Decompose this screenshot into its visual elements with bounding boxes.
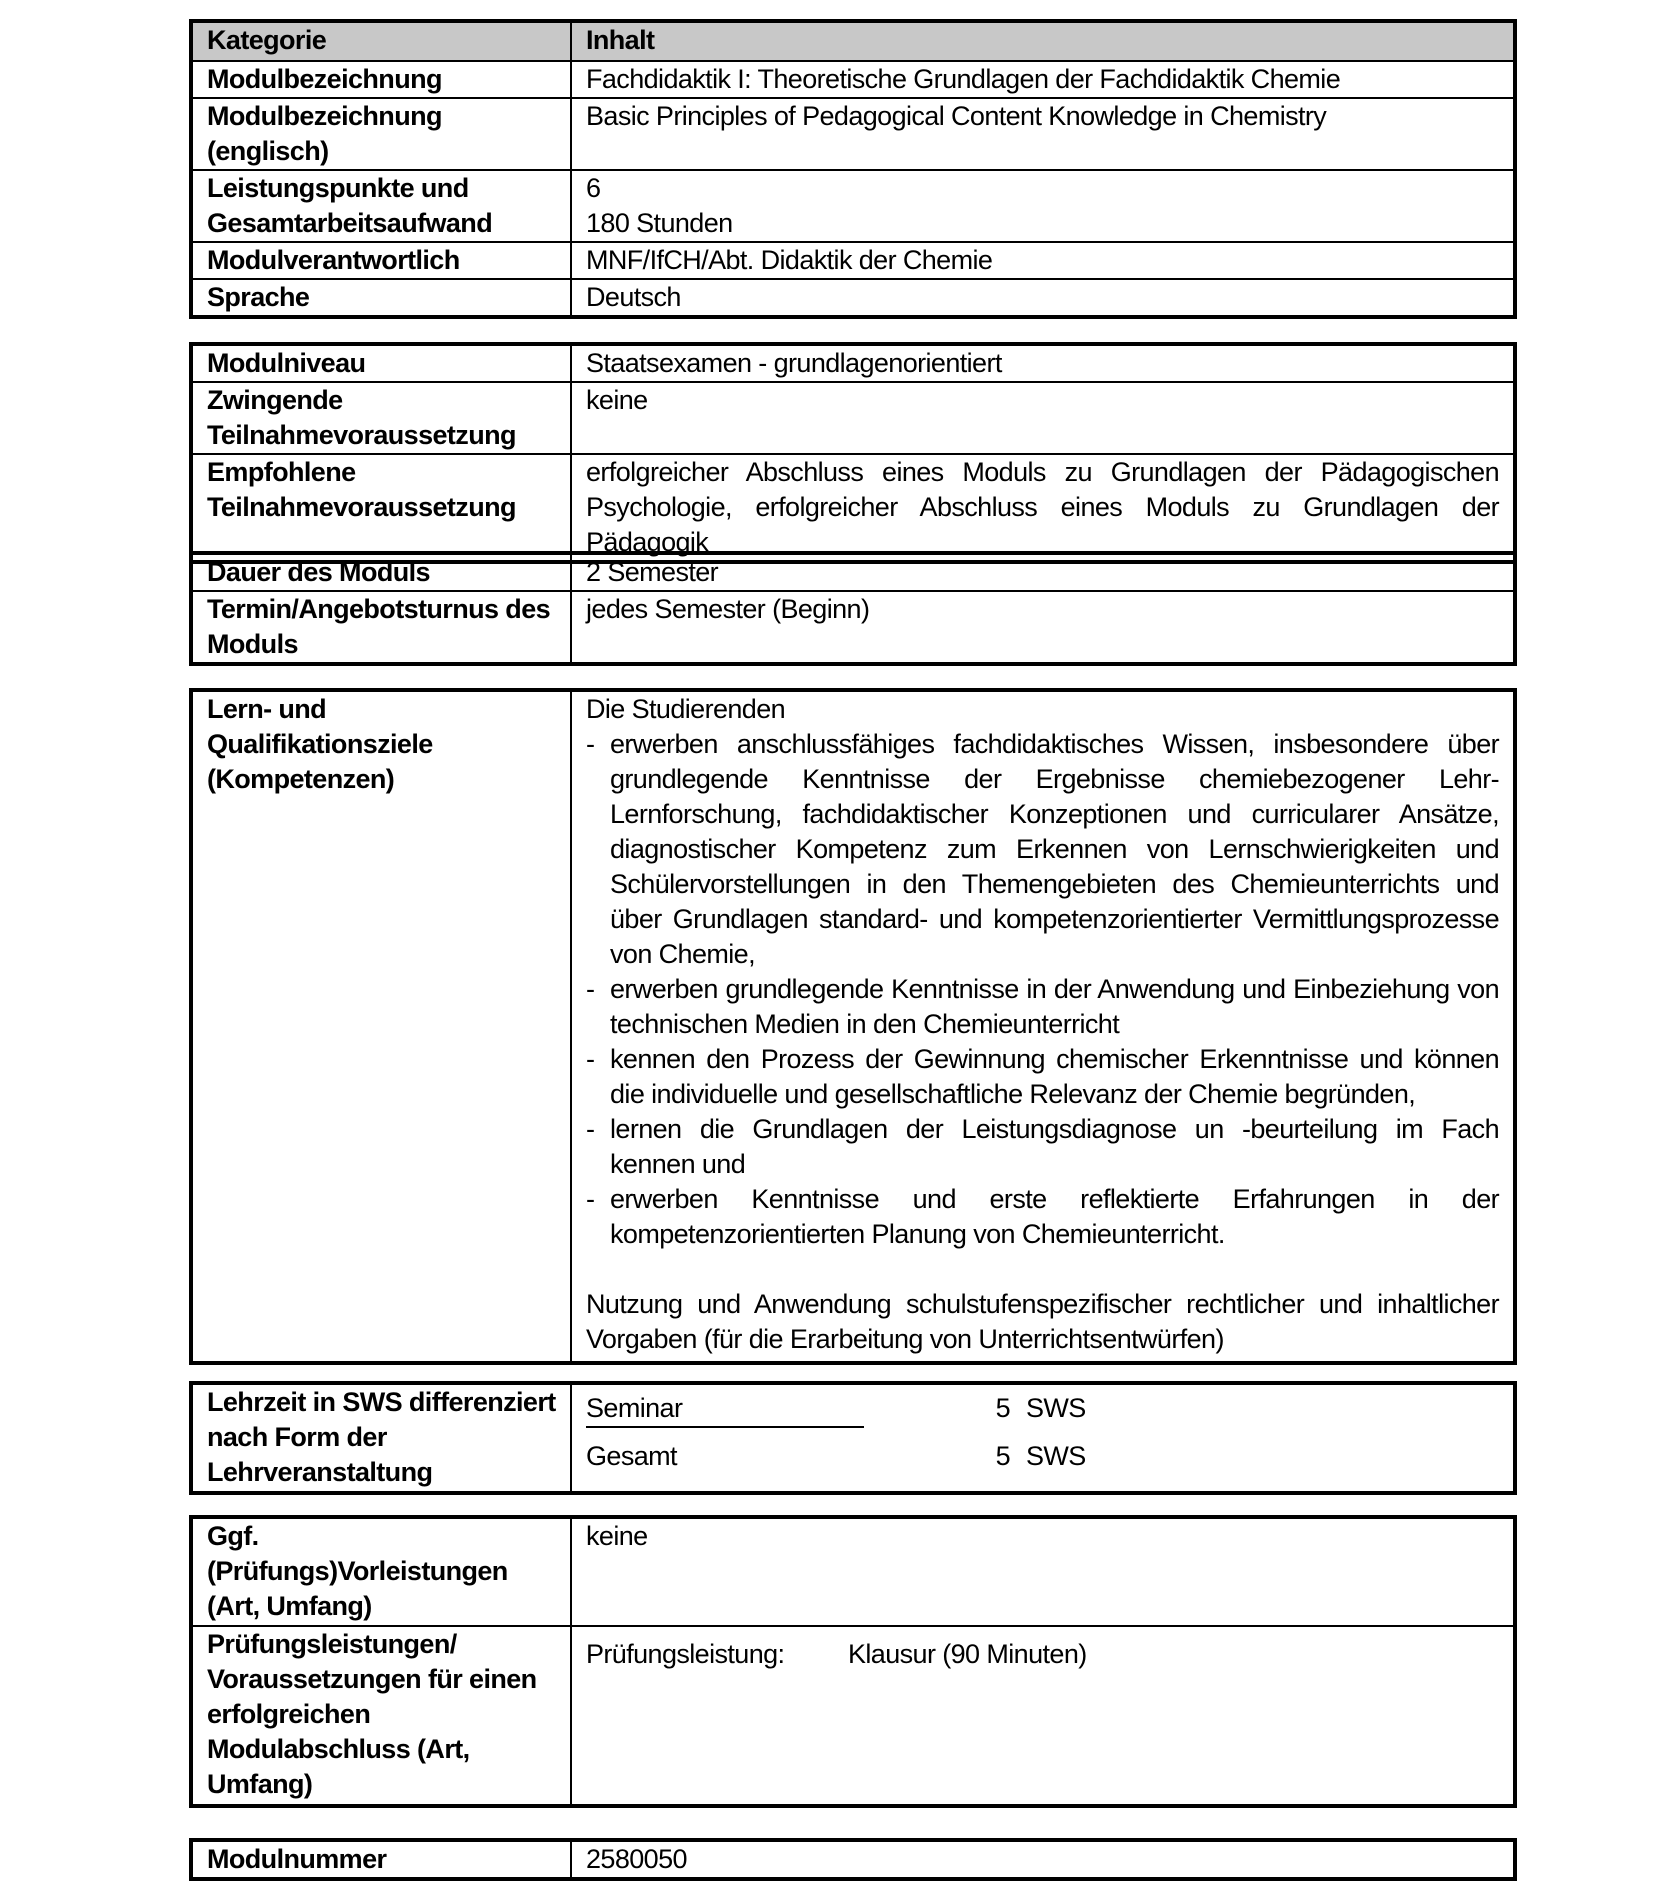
list-item: - erwerben grundlegende Kenntnisse in der Anwendung und Einbeziehung von technischen Medien in den Chemieunterricht [586,972,1499,1042]
value-empfohlene: erfolgreicher Abschluss eines Moduls zu Grundlagen der Pädagogischen Psychologie, erfolgreicher Abschluss eines Moduls zu Grundlagen der Pädagogik [571,454,1515,562]
module-duration-table [189,551,1517,666]
value-leistungspunkte [571,170,1515,242]
label-zwingende [191,382,571,454]
closing-text: Nutzung und Anwendung schulstufenspezifischer rechtlicher und inhaltlicher Vorgaben (für die Erarbeitung von Unterrichtsentwürfen) [586,1289,1499,1354]
sws-number: 5 [995,1393,1010,1423]
sws-unit: SWS [1026,1393,1086,1423]
label-sprache: Sprache [191,279,571,317]
row-lernziele [191,690,1515,1363]
label-termin [191,591,571,664]
label-line: Termin/Angebotsturnus des [207,594,551,624]
label-pruefung [191,1626,571,1806]
value-modulnummer: 2580050 [571,1840,1515,1879]
row-dauer [191,553,1515,591]
list-item: - erwerben anschlussfähiges fachdidaktisches Wissen, insbesondere über grundlegende Kenntnisse der Ergebnisse chemiebezogener Lehr-Lernforschung, fachdidaktischer Konzeptionen und curricularer Ansätze, diagnostischer Kompetenz zum Erkennen von Lernschwierigkeiten und Schülervorstellungen in den Themengebieten des Chemieunterrichts und über Grundlagen standard- und kompetenzorientierter Vermittlungsprozesse von Chemie, [586,727,1499,972]
sws-unit: SWS [1026,1441,1086,1471]
intro-text: Die Studierenden [586,694,786,724]
header-row [191,21,1515,61]
module-level-table [189,342,1517,564]
value-vorleistungen: keine [571,1517,1515,1626]
row-vorleistungen [191,1517,1515,1626]
value-line: 6 [586,173,601,203]
label-lernziele [191,690,571,1363]
row-zwingende [191,382,1515,454]
row-modulnummer [191,1840,1515,1879]
row-pruefung [191,1626,1515,1806]
label-modulbezeichnung: Modulbezeichnung [191,61,571,98]
header-inhalt: Inhalt [571,21,1515,61]
label-line: (Prüfungs)Vorleistungen [207,1556,508,1586]
value-modulverantwortlich: MNF/IfCH/Abt. Didaktik der Chemie [571,242,1515,279]
value-lehrzeit [571,1383,1515,1493]
label-line: Prüfungsleistungen/ [207,1629,457,1659]
label-line: Lern- und Qualifikationsziele [207,694,433,759]
sws-number: 5 [995,1441,1010,1471]
value-modulbezeichnung-englisch: Basic Principles of Pedagogical Content Knowledge in Chemistry [571,98,1515,170]
pruefungsleistung-value: Klausur (90 Minuten) [848,1639,1087,1669]
row-modulniveau [191,344,1515,382]
label-line: nach Form der [207,1422,387,1452]
row-modulbezeichnung [191,61,1515,98]
label-line: erfolgreichen [207,1699,371,1729]
label-line: Umfang) [207,1769,313,1799]
label-empfohlene [191,454,571,562]
sws-name: Seminar [586,1391,864,1428]
row-lehrzeit [191,1383,1515,1493]
row-empfohlene [191,454,1515,562]
exam-table [189,1515,1517,1808]
label-line: Modulabschluss (Art, [207,1734,470,1764]
value-line: 180 Stunden [586,208,733,238]
sws-row-gesamt [586,1439,1499,1487]
value-zwingende: keine [571,382,1515,454]
value-pruefung [571,1626,1515,1806]
row-modulbezeichnung-englisch [191,98,1515,170]
label-lehrzeit [191,1383,571,1493]
value-termin: jedes Semester (Beginn) [571,591,1515,664]
competencies-table [189,688,1517,1365]
label-line: (Kompetenzen) [207,764,395,794]
spacer [586,1252,1499,1287]
list-item: - lernen die Grundlagen der Leistungsdiagnose un -beurteilung im Fach kennen und [586,1112,1499,1182]
row-sprache [191,279,1515,317]
label-modulnummer: Modulnummer [191,1840,571,1879]
sws-name: Gesamt [586,1441,677,1471]
list-item: - kennen den Prozess der Gewinnung chemischer Erkenntnisse und können die individuelle und gesellschaftliche Relevanz der Chemie begründen, [586,1042,1499,1112]
label-line: (englisch) [207,136,329,166]
label-leistungspunkte [191,170,571,242]
label-line: Leistungspunkte und [207,173,469,203]
label-dauer: Dauer des Moduls [191,553,571,591]
value-sprache: Deutsch [571,279,1515,317]
header-kategorie: Kategorie [191,21,571,61]
label-line: Teilnahmevoraussetzung [207,492,516,522]
label-line: Modulbezeichnung [207,101,442,131]
label-modulverantwortlich: Modulverantwortlich [191,242,571,279]
module-basics-table [189,19,1517,319]
pruefungsleistung-line [586,1637,1499,1672]
label-line: Teilnahmevoraussetzung [207,420,516,450]
label-line: Voraussetzungen für einen [207,1664,537,1694]
value-modulbezeichnung: Fachdidaktik I: Theoretische Grundlagen der Fachdidaktik Chemie [571,61,1515,98]
value-modulniveau: Staatsexamen - grundlagenorientiert [571,344,1515,382]
label-line: Moduls [207,629,298,659]
value-lernziele [571,690,1515,1363]
label-line: Lehrzeit in SWS differenziert [207,1387,556,1417]
sws-table [189,1381,1517,1495]
label-line: Ggf. [207,1521,259,1551]
label-line: (Art, Umfang) [207,1591,372,1621]
competency-list [586,727,1499,1252]
label-modulniveau: Modulniveau [191,344,571,382]
label-line: Empfohlene [207,457,356,487]
sws-row-seminar [586,1391,1499,1439]
value-dauer: 2 Semester [571,553,1515,591]
module-number-table [189,1838,1517,1881]
row-leistungspunkte [191,170,1515,242]
label-line: Gesamtarbeitsaufwand [207,208,493,238]
row-modulverantwortlich [191,242,1515,279]
label-line: Zwingende [207,385,343,415]
label-modulbezeichnung-englisch [191,98,571,170]
row-termin [191,591,1515,664]
list-item: - erwerben Kenntnisse und erste reflektierte Erfahrungen in der kompetenzorientierten Planung von Chemieunterricht. [586,1182,1499,1252]
label-line: Lehrveranstaltung [207,1457,433,1487]
label-vorleistungen [191,1517,571,1626]
pruefungsleistung-label: Prüfungsleistung: [586,1639,785,1669]
